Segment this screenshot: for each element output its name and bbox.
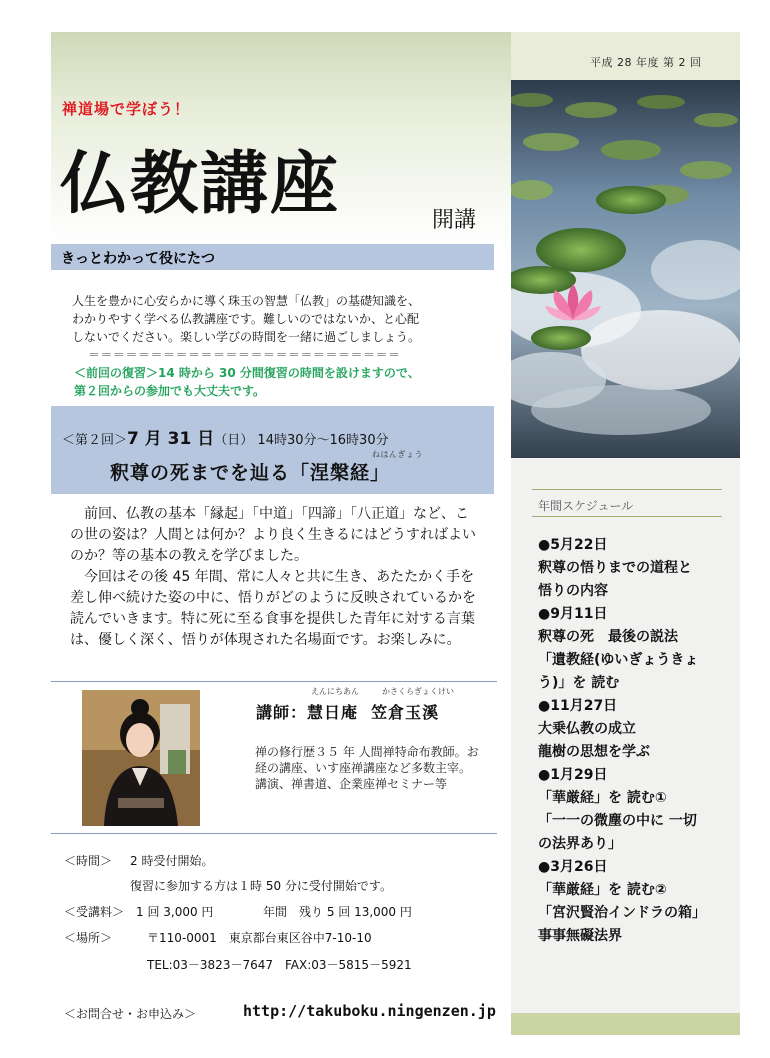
sidebar-bottom-bar	[511, 1013, 740, 1035]
session-day: 7 月 31 日	[127, 429, 215, 449]
review-note	[74, 364, 494, 400]
schedule-line: 釈尊の悟りまでの道程と	[538, 560, 692, 576]
schedule-line: 「遺教経(ゆいぎょうきょ	[538, 652, 699, 668]
separator	[51, 833, 497, 834]
lecturer-name-1: 慧日庵	[307, 703, 359, 722]
lotus-pond-photo	[511, 80, 740, 458]
contact-label: ＜お問合せ・お申込み＞	[64, 1007, 197, 1021]
schedule-line: う)」を 読む	[538, 675, 620, 691]
fee-year: 年間 残り 5 回 13,000 円	[263, 905, 412, 919]
lecturer-profile: 禅の修行歴３５ 年 人間禅特命布教師。お経の講座、いす座禅講座など多数主宰。講演、禅書道、企業座禅セミナー等	[255, 745, 479, 791]
page-title: 仏教講座	[60, 144, 341, 224]
schedule-line: 「華厳経」を 読む①	[538, 790, 667, 806]
schedule-line: ●1月29日	[538, 767, 608, 783]
schedule-rule-top	[532, 489, 722, 490]
session-prefix: ＜第２回＞	[62, 433, 128, 448]
schedule-line: 「華厳経」を 読む②	[538, 882, 667, 898]
title-ruby: ねはんぎょう	[372, 450, 423, 459]
schedule-line: 釈尊の死 最後の説法	[538, 629, 678, 645]
note-line: 第２回からの参加でも大丈夫です。	[74, 384, 266, 398]
intro-line: わかりやすく学べる仏教講座です。難しいのではないか、と心配	[72, 312, 420, 326]
note-line: ＜前回の復習＞14 時から 30 分間復習の時間を設けますので、	[74, 366, 420, 380]
session-time: 14時30分～16時30分	[257, 433, 389, 448]
place-value: 〒110-0001 東京都台東区谷中7-10-10	[147, 931, 372, 945]
lecture-title: 釈尊の死までを辿る「涅槃経」	[110, 462, 391, 484]
schedule-line: ●3月26日	[538, 859, 608, 875]
title-suffix: 開講	[432, 208, 477, 233]
schedule-line: ●11月27日	[538, 698, 618, 714]
place-label: ＜場所＞	[64, 931, 113, 945]
schedule-line: 「一一の微塵の中に 一切	[538, 813, 697, 829]
lecturer-ruby-1: えんにちあん	[311, 687, 359, 696]
schedule-rule-bottom	[532, 516, 722, 517]
session-date	[62, 424, 389, 449]
divider-line: ＝＝＝＝＝＝＝＝＝＝＝＝＝＝＝＝＝＝＝＝＝＝＝＝＝	[88, 348, 401, 362]
lecturer-name-2: 笠倉玉溪	[371, 703, 440, 722]
schedule-line: 龍樹の思想を学ぶ	[538, 744, 650, 760]
session-weekday: （日）	[214, 433, 254, 448]
time-value: 2 時受付開始。	[130, 854, 214, 868]
intro-line: 人生を豊かに心安らかに導く珠玉の智慧「仏教」の基礎知識を、	[72, 294, 421, 308]
phone-fax: TEL:03－3823－7647 FAX:03－5815－5921	[147, 958, 412, 972]
lecture-description	[70, 504, 480, 651]
schedule-list	[538, 534, 738, 948]
fee-label: ＜受講料＞	[64, 905, 125, 919]
lecturer-label: 講師：	[256, 703, 308, 722]
subtitle: きっとわかって役にたつ	[61, 251, 215, 267]
schedule-line: 事事無礙法界	[538, 928, 622, 944]
schedule-line: 悟りの内容	[538, 583, 608, 599]
intro-line: しないでください。楽しい学びの時間を一緒に過ごしましょう。	[72, 330, 421, 344]
schedule-line: ●9月11日	[538, 606, 608, 622]
schedule-line: 大乗仏教の成立	[538, 721, 636, 737]
schedule-line: ●5月22日	[538, 537, 608, 553]
description-paragraph: 前回、仏教の基本「縁起」「中道」「四諦」「八正道」など、この世の姿は？人間とは何か？より良く生きるにはどうすればよいのか？等の基本の教えを学びました。	[70, 506, 476, 564]
tagline: 禅道場で学ぼう！	[62, 100, 191, 118]
lecturer-name	[256, 700, 439, 723]
description-paragraph: 今回はその後 45 年間、常に人々と共に生き、あたたかく手を差し伸べ続けた姿の中に、悟りがどのように反映されているかを読んでいきます。特に死に至る食事を提供した青年に対する言葉は、優しく深く、悟りが体現された名場面です。お楽しみに。	[70, 569, 476, 648]
fee-single: 1 回 3,000 円	[136, 905, 214, 919]
time-label: ＜時間＞	[64, 854, 113, 868]
schedule-line: 「宮沢賢治インドラの箱」	[538, 905, 706, 921]
time-note: 復習に参加する方は１時 50 分に受付開始です。	[130, 879, 392, 893]
subtitle-band	[51, 244, 494, 270]
issue-label: 平成 28 年度 第 2 回	[590, 56, 702, 69]
website-link[interactable]: http://takuboku.ningenzen.jp	[243, 1002, 496, 1020]
lecturer-ruby-2: かさくらぎょくけい	[382, 687, 454, 696]
schedule-heading: 年間スケジュール	[538, 499, 634, 513]
intro-text	[72, 292, 482, 346]
lecturer-photo	[82, 690, 200, 826]
schedule-line: の法界あり」	[538, 836, 622, 852]
separator	[51, 681, 497, 682]
